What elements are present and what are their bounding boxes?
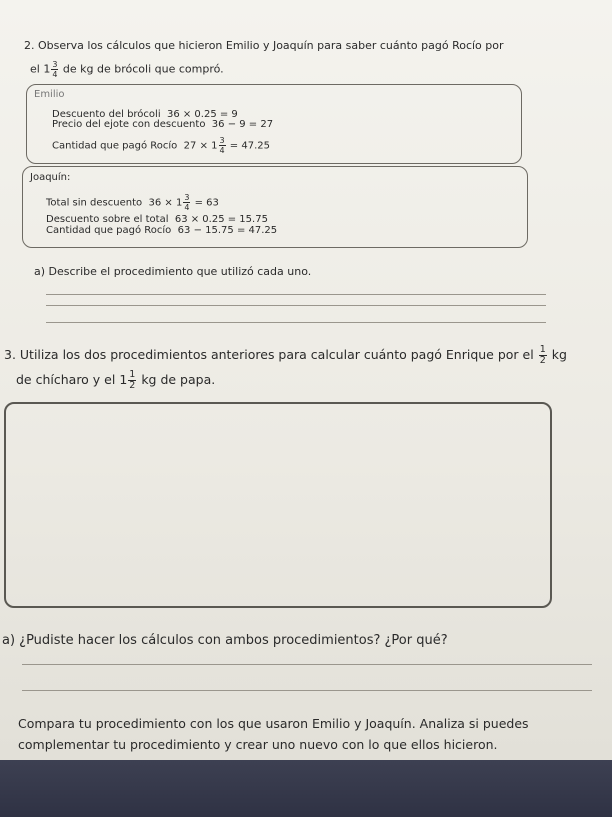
emilio-row2-calc: 36 − 9 = 27 [211, 119, 274, 130]
part-a-prompt: a) Describe el procedimiento que utilizó cada uno. [34, 265, 312, 278]
q3-fraction-1 [539, 345, 547, 366]
answer-line[interactable] [46, 322, 546, 323]
q3-line2-pre: de chícharo y el 1 [16, 372, 128, 387]
joaquin-frac-den: 4 [184, 203, 190, 212]
joaquin-row3-label: Cantidad que pagó Rocío [46, 225, 172, 236]
emilio-row3-fraction [219, 136, 226, 155]
emilio-frac-den: 4 [219, 146, 225, 155]
q2-line1: 2. Observa los cálculos que hicieron Emilio y Joaquín para saber cuánto pagó Rocío por [24, 39, 504, 52]
joaquin-row2 [46, 214, 268, 225]
answer-line[interactable] [46, 305, 546, 306]
q2-line2-post: de kg de brócoli que compró. [62, 62, 224, 76]
compare-line2: complementar tu procedimiento y crear uno nuevo con lo que ellos hicieron. [18, 737, 498, 752]
q2-line2-pre: el 1 [30, 62, 51, 76]
emilio-row3 [52, 136, 270, 155]
q3-line1 [4, 345, 567, 366]
q3-fraction-2 [128, 370, 136, 391]
q3-answer-box[interactable] [4, 402, 552, 608]
joaquin-row3-calc: 63 − 15.75 = 47.25 [177, 225, 278, 236]
q2-frac-num: 3 [52, 60, 58, 69]
q3-frac1-den: 2 [539, 355, 546, 366]
joaquin-row3 [46, 225, 277, 236]
joaquin-row1-calc-pre: 36 × 1 [148, 197, 183, 209]
compare-line1: Compara tu procedimiento con los que usaron Emilio y Joaquín. Analiza si puedes [18, 716, 529, 731]
q3-line1-pre: 3. Utiliza los dos procedimientos anteriores para calcular cuánto pagó Enrique por el [4, 347, 534, 362]
desk-background [0, 760, 612, 817]
q3-frac1-num: 1 [539, 344, 546, 355]
q2-frac-den: 4 [52, 70, 58, 79]
joaquin-row1 [46, 193, 219, 212]
q3a-prompt: a) ¿Pudiste hacer los cálculos con ambos procedimientos? ¿Por qué? [2, 633, 448, 648]
answer-line[interactable] [22, 664, 592, 665]
q3-line2 [16, 370, 215, 391]
joaquin-row1-calc-post: = 63 [194, 197, 219, 209]
q3-line1-post: kg [551, 347, 567, 362]
emilio-row2-label: Precio del ejote con descuento [52, 119, 206, 130]
joaquin-label: Joaquín: [30, 172, 71, 183]
q2-line2 [30, 60, 224, 79]
emilio-row1-calc: 36 × 0.25 = 9 [166, 109, 238, 120]
joaquin-row1-label: Total sin descuento [46, 197, 143, 209]
emilio-frac-num: 3 [219, 136, 225, 145]
emilio-row1-label: Descuento del brócoli [52, 109, 161, 120]
q3-frac2-den: 2 [129, 380, 136, 391]
joaquin-row2-calc: 63 × 0.25 = 15.75 [174, 214, 268, 225]
q3-frac2-num: 1 [129, 369, 136, 380]
q2-fraction [51, 60, 58, 79]
emilio-row3-calc-post: = 47.25 [229, 140, 270, 152]
answer-line[interactable] [22, 690, 592, 691]
emilio-label: Emilio [34, 89, 65, 100]
answer-line[interactable] [46, 294, 546, 295]
emilio-row3-label: Cantidad que pagó Rocío [52, 140, 178, 152]
joaquin-row2-label: Descuento sobre el total [46, 214, 169, 225]
joaquin-row1-fraction [183, 193, 190, 212]
joaquin-frac-num: 3 [184, 193, 190, 202]
emilio-row2 [52, 119, 273, 130]
emilio-row3-calc-pre: 27 × 1 [183, 140, 218, 152]
q3-line2-post: kg de papa. [141, 372, 216, 387]
